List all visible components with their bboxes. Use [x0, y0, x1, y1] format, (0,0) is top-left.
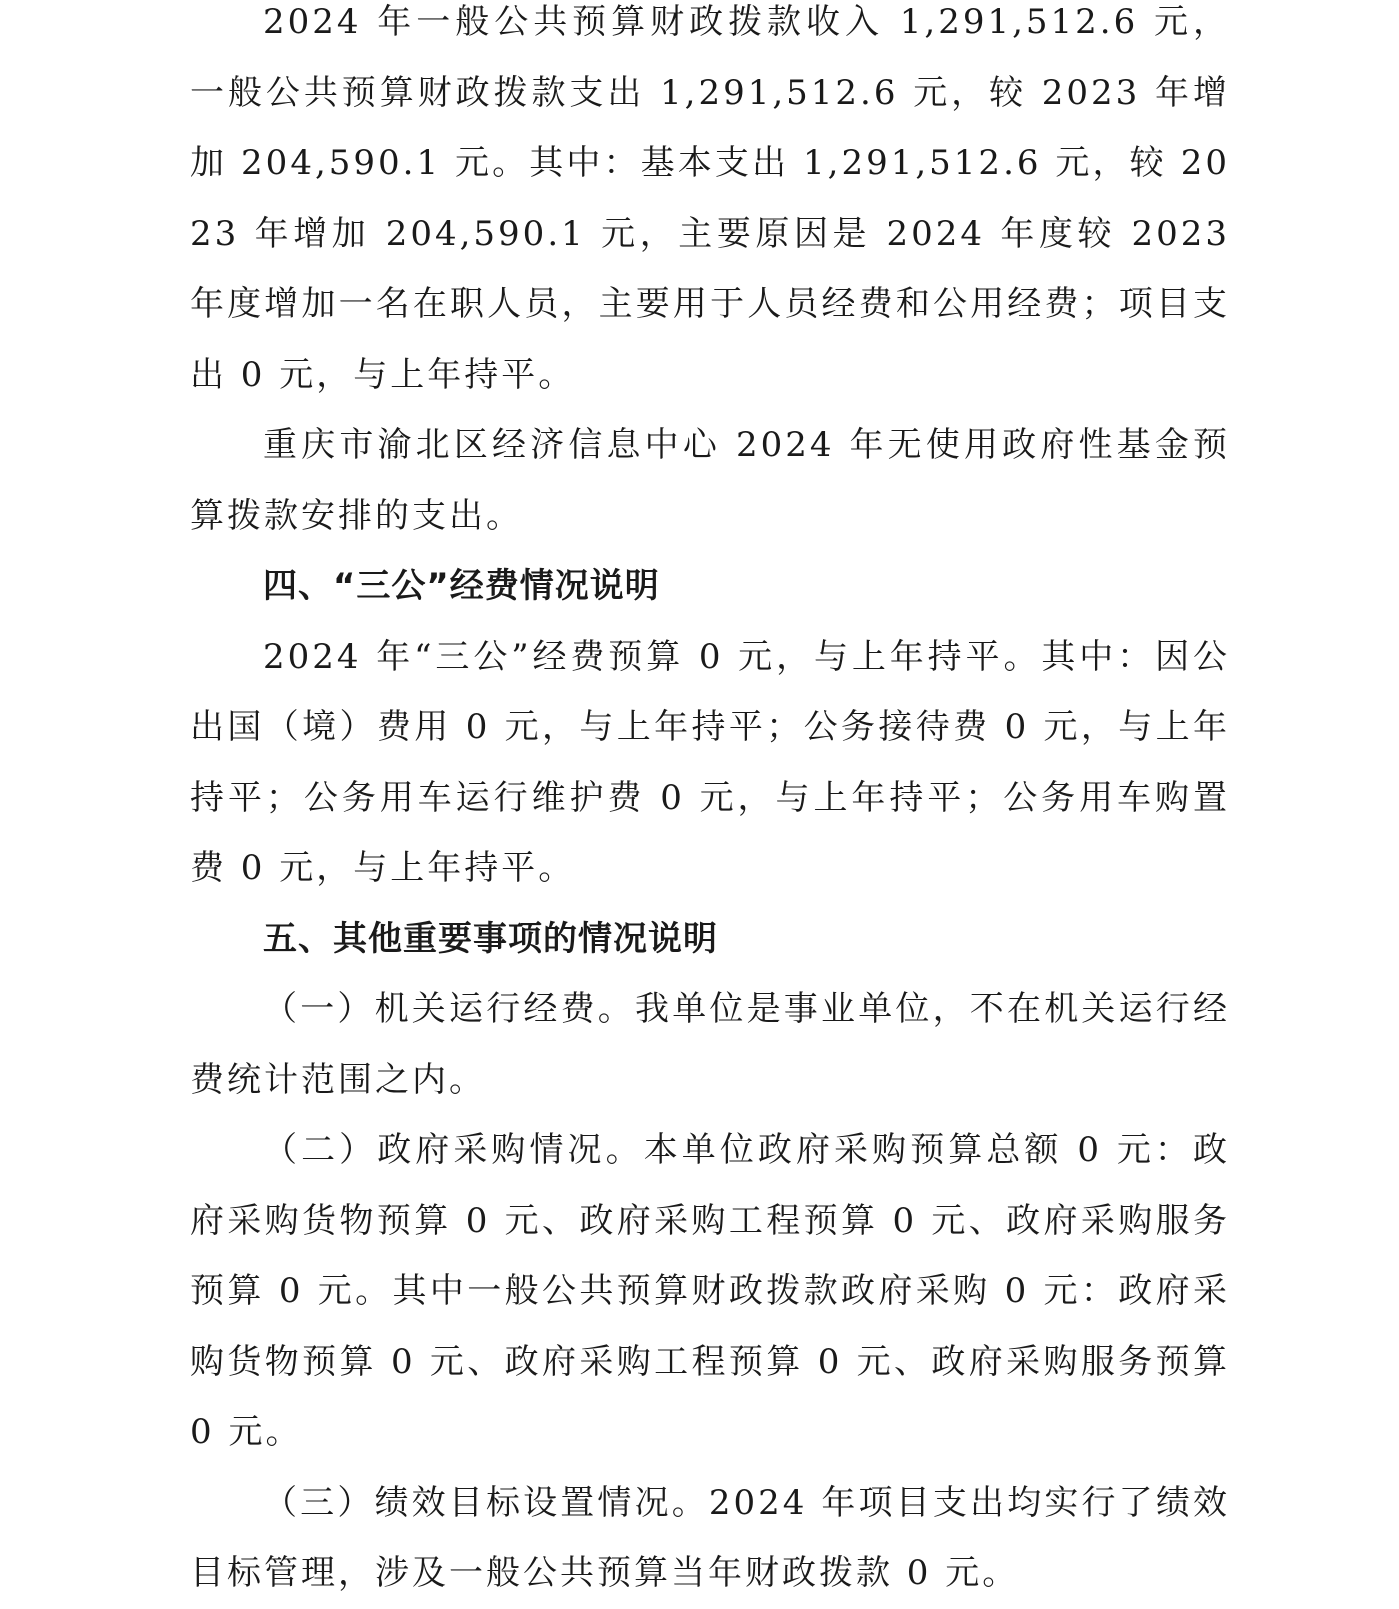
paragraph-performance-targets: （三）绩效目标设置情况。2024 年项目支出均实行了绩效目标管理，涉及一般公共预算当年财政拨款 0 元。	[190, 1482, 1230, 1593]
section-heading-three-public: 四、“三公”经费情况说明	[263, 566, 660, 606]
paragraph-government-fund: 重庆市渝北区经济信息中心 2024 年无使用政府性基金预算拨款安排的支出。	[190, 425, 1230, 536]
document-page	[190, 0, 1230, 1609]
paragraph-operating-expenses: （一）机关运行经费。我单位是事业单位，不在机关运行经费统计范围之内。	[190, 989, 1230, 1100]
paragraph-budget-appropriation: 2024 年一般公共预算财政拨款收入 1,291,512.6 元，一般公共预算财政拨款支出 1,291,512.6 元，较 2023 年增加 204,590.1 元。其中：基本支出 1,291,512.6 元，较 2023 年增加 204,590.1 元，主要原因是 2024 年度较 2023 年度增加一名在职人员，主要用于人员经费和公用经费；项目支出 0 元，与上年持平。	[190, 2, 1230, 395]
paragraph-procurement: （二）政府采购情况。本单位政府采购预算总额 0 元：政府采购货物预算 0 元、政府采购工程预算 0 元、政府采购服务预算 0 元。其中一般公共预算财政拨款政府采购 0 元：政府采购货物预算 0 元、政府采购工程预算 0 元、政府采购服务预算 0 元。	[190, 1130, 1230, 1452]
paragraph-three-public-expenses: 2024 年“三公”经费预算 0 元，与上年持平。其中：因公出国（境）费用 0 元，与上年持平；公务接待费 0 元，与上年持平；公务用车运行维护费 0 元，与上年持平；公务用车购置费 0 元，与上年持平。	[190, 636, 1230, 888]
section-heading-other-matters: 五、其他重要事项的情况说明	[263, 918, 718, 959]
